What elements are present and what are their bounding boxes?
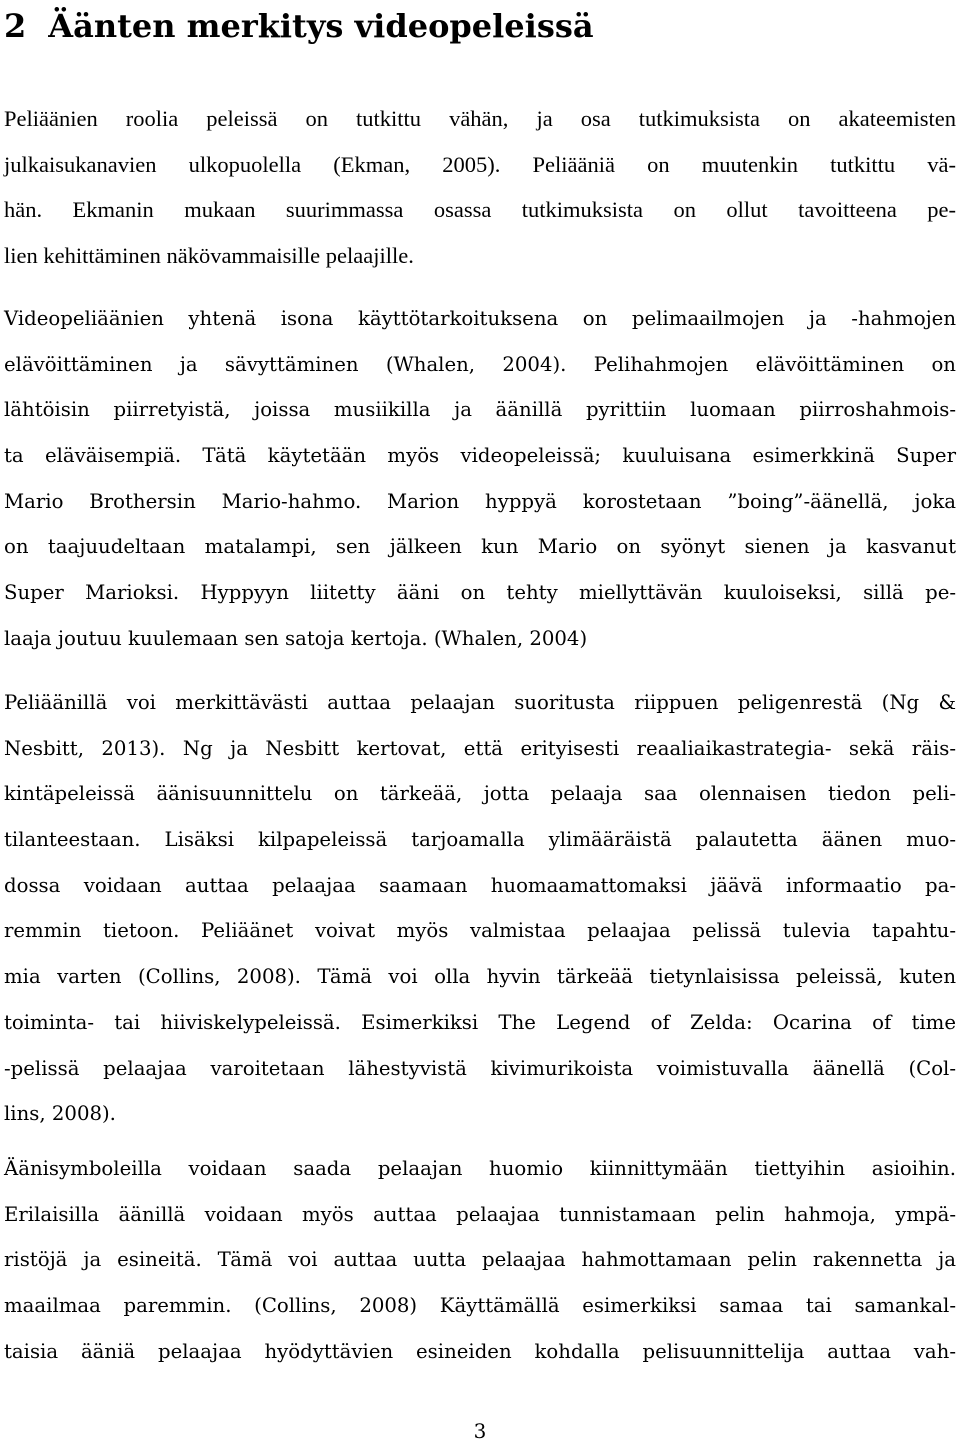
text-line: mia varten (Collins, 2008). Tämä voi olla hyvin tärkeää tietynlaisissa peleissä, kuten	[4, 965, 956, 989]
paragraph-3	[4, 680, 956, 1137]
paragraph-4	[4, 1146, 956, 1374]
text-line: lins, 2008).	[4, 1102, 116, 1126]
text-line: tilanteestaan. Lisäksi kilpapeleissä tarjoamalla ylimääräistä palautetta äänen muo-	[4, 828, 956, 852]
text-line: ristöjä ja esineitä. Tämä voi auttaa uutta pelaajaa hahmottamaan pelin rakennetta ja	[4, 1248, 956, 1272]
text-line: Mario Brothersin Mario-hahmo. Marion hyppyä korostetaan ”boing”-äänellä, joka	[4, 489, 956, 513]
text-line: hän. Ekmanin mukaan suurimmassa osassa tutkimuksista on ollut tavoitteena pe-	[4, 197, 956, 223]
text-line: lähtöisin piirretyistä, joissa musiikilla ja äänillä pyrittiin luomaan piirroshahmois-	[4, 398, 956, 422]
text-line: ta eläväisempiä. Tätä käytetään myös videopeleissä; kuuluisana esimerkkinä Super	[4, 444, 956, 468]
text-line: Peliäänillä voi merkittävästi auttaa pelaajan suoritusta riippuen peligenrestä (Ng &	[4, 691, 956, 714]
text-line: elävöittäminen ja sävyttäminen (Whalen, 2004). Pelihahmojen elävöittäminen on	[4, 352, 956, 376]
section-heading	[4, 4, 594, 48]
text-line: laaja joutuu kuulemaan sen satoja kertoja. (Whalen, 2004)	[4, 626, 588, 650]
text-line: on taajuudeltaan matalampi, sen jälkeen kun Mario on syönyt sienen ja kasvanut	[4, 535, 956, 559]
text-line: julkaisukanavien ulkopuolella (Ekman, 2005). Peliääniä on muutenkin tutkittu vä-	[4, 151, 956, 177]
text-line: Videopeliäänien yhtenä isona käyttötarkoituksena on pelimaailmojen ja -hahmojen	[4, 307, 956, 330]
text-line: Super Marioksi. Hyppyyn liitetty ääni on tehty miellyttävän kuuloiseksi, sillä pe-	[4, 581, 956, 605]
text-line: Äänisymboleilla voidaan saada pelaajan huomio kiinnittymään tiettyihin asioihin.	[4, 1157, 956, 1180]
text-line: -pelissä pelaajaa varoitetaan lähestyvistä kivimurikoista voimistuvalla äänellä (Col-	[4, 1056, 956, 1080]
text-line: lien kehittäminen näkövammaisille pelaajille.	[4, 243, 414, 269]
text-line: toiminta- tai hiiviskelypeleissä. Esimerkiksi The Legend of Zelda: Ocarina of time	[4, 1010, 956, 1034]
text-line: remmin tietoon. Peliäänet voivat myös valmistaa pelaajaa pelissä tulevia tapahtu-	[4, 919, 956, 943]
section-number: 2	[4, 7, 27, 45]
text-line: dossa voidaan auttaa pelaajaa saamaan huomaamattomaksi jäävä informaatio pa-	[4, 873, 956, 897]
text-line: Erilaisilla äänillä voidaan myös auttaa pelaajaa tunnistamaan pelin hahmoja, ympä-	[4, 1202, 956, 1226]
text-line: maailmaa paremmin. (Collins, 2008) Käyttämällä esimerkiksi samaa tai samankal-	[4, 1294, 956, 1318]
section-title: Äänten merkitys videopeleissä	[48, 7, 594, 45]
paragraph-1	[4, 96, 956, 279]
text-line: Peliäänien roolia peleissä on tutkittu vähän, ja osa tutkimuksista on akateemisten	[4, 106, 956, 131]
text-line: Nesbitt, 2013). Ng ja Nesbitt kertovat, että erityisesti reaaliaikastrategia- sekä räis-	[4, 736, 956, 760]
text-line: kintäpeleissä äänisuunnittelu on tärkeää, jotta pelaaja saa olennaisen tiedon peli-	[4, 782, 956, 806]
page-number: 3	[473, 1419, 487, 1443]
text-line: taisia ääniä pelaajaa hyödyttävien esineiden kohdalla pelisuunnittelija auttaa vah-	[4, 1339, 956, 1363]
paragraph-2	[4, 296, 956, 662]
